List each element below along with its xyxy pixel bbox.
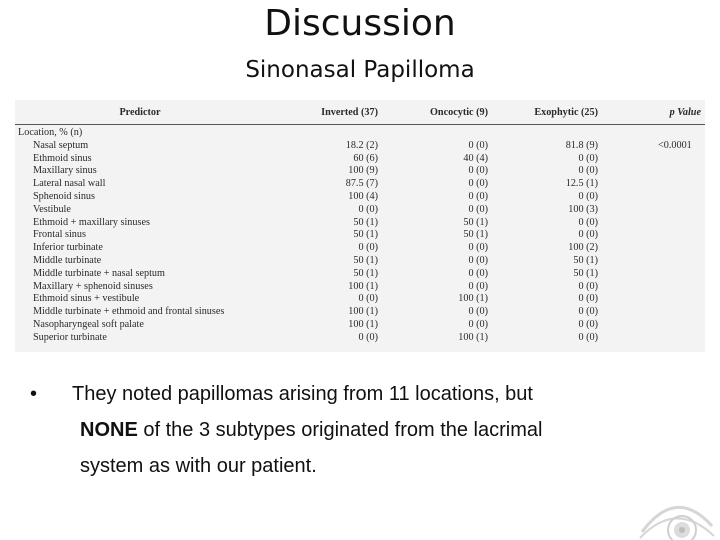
cell-oncocytic: 0 (0): [468, 165, 488, 177]
cell-p-value: [598, 229, 705, 242]
slide-subtitle: Sinonasal Papilloma: [245, 57, 475, 83]
bullet-emphasis: NONE: [80, 419, 138, 441]
cell-exophytic: 50 (1): [573, 254, 598, 266]
table-row: [15, 319, 705, 332]
cell-inverted: 50 (1): [353, 229, 378, 241]
cell-p-value: [598, 165, 705, 178]
cell-p-value: [598, 191, 705, 204]
table-row: [15, 153, 705, 166]
cell-predictor: Ethmoid + maxillary sinuses: [33, 216, 150, 228]
slide-title: Discussion: [264, 3, 456, 44]
table-row: [15, 204, 705, 217]
cell-p-value: [598, 178, 705, 191]
cell-oncocytic: 50 (1): [463, 216, 488, 228]
cell-p-value: [598, 332, 705, 345]
bullet-dot: •: [30, 383, 38, 405]
table-row: [15, 229, 705, 242]
cell-predictor: Nasal septum: [33, 139, 89, 151]
cell-exophytic: 0 (0): [578, 229, 598, 241]
cell-exophytic: 0 (0): [578, 216, 598, 228]
cell-inverted: 100 (1): [348, 306, 378, 318]
cell-exophytic: 0 (0): [578, 318, 598, 330]
header-predictor: Predictor: [15, 100, 265, 125]
cell-p-value: [598, 293, 705, 306]
cell-predictor: Superior turbinate: [33, 331, 107, 343]
cell-inverted: 100 (4): [348, 190, 378, 202]
cell-p-value: <0.0001: [658, 139, 692, 151]
header-exophytic: Exophytic (25): [488, 100, 598, 125]
table-row: [15, 293, 705, 306]
cell-predictor: Sphenoid sinus: [33, 190, 95, 202]
cell-inverted: 100 (9): [348, 165, 378, 177]
cell-p-value: [598, 204, 705, 217]
cell-oncocytic: 100 (1): [458, 293, 488, 305]
cell-oncocytic: 0 (0): [468, 203, 488, 215]
bullet-line-1: [30, 376, 670, 412]
table-row: [15, 242, 705, 255]
cell-p-value: [598, 319, 705, 332]
bullet-line-2: [30, 412, 670, 448]
cell-oncocytic: 0 (0): [468, 280, 488, 292]
table-row: [15, 268, 705, 281]
table-header-row: [15, 100, 705, 125]
cell-oncocytic: 0 (0): [468, 242, 488, 254]
cell-exophytic: 0 (0): [578, 306, 598, 318]
bullet-line-2-text: of the 3 subtypes originated from the lacrimal: [137, 419, 543, 441]
cell-exophytic: 50 (1): [573, 267, 598, 279]
cell-predictor: Lateral nasal wall: [33, 178, 106, 190]
cell-inverted: 60 (6): [353, 152, 378, 164]
table-row: [15, 332, 705, 345]
header-p-value: p Value: [598, 100, 705, 125]
cell-p-value: [598, 268, 705, 281]
cell-exophytic: 0 (0): [578, 280, 598, 292]
location-table: [15, 100, 705, 345]
cell-predictor: Middle turbinate + nasal septum: [33, 267, 165, 279]
cell-predictor: Maxillary + sphenoid sinuses: [33, 280, 153, 292]
cell-oncocytic: 0 (0): [468, 254, 488, 266]
bullet-line-1-text: They noted papillomas arising from 11 locations, but: [72, 383, 533, 405]
table-row: [15, 178, 705, 191]
table-row: [15, 165, 705, 178]
table-image: [15, 100, 705, 352]
cell-inverted: 100 (1): [348, 318, 378, 330]
cell-exophytic: 0 (0): [578, 293, 598, 305]
cell-inverted: 50 (1): [353, 216, 378, 228]
cell-inverted: 0 (0): [358, 293, 378, 305]
cell-exophytic: 0 (0): [578, 152, 598, 164]
header-oncocytic: Oncocytic (9): [378, 100, 488, 125]
cell-oncocytic: 0 (0): [468, 178, 488, 190]
cell-oncocytic: 0 (0): [468, 318, 488, 330]
cell-exophytic: 0 (0): [578, 165, 598, 177]
cell-exophytic: 12.5 (1): [565, 178, 598, 190]
cell-exophytic: 0 (0): [578, 331, 598, 343]
header-inverted: Inverted (37): [265, 100, 378, 125]
table-row: [15, 217, 705, 230]
cell-predictor: Inferior turbinate: [33, 242, 103, 254]
cell-predictor: Vestibule: [33, 203, 71, 215]
cell-predictor: Frontal sinus: [33, 229, 86, 241]
bullet-point: [30, 376, 670, 484]
cell-oncocytic: 100 (1): [458, 331, 488, 343]
cell-exophytic: 100 (3): [568, 203, 598, 215]
cell-predictor: Nasopharyngeal soft palate: [33, 318, 144, 330]
cell-exophytic: 100 (2): [568, 242, 598, 254]
cell-oncocytic: 0 (0): [468, 139, 488, 151]
cell-predictor: Middle turbinate + ethmoid and frontal sinuses: [33, 306, 225, 318]
cell-predictor: Maxillary sinus: [33, 165, 97, 177]
bullet-line-3: system as with our patient.: [80, 455, 317, 477]
cell-inverted: 0 (0): [358, 242, 378, 254]
cell-oncocytic: 0 (0): [468, 306, 488, 318]
cell-predictor: Middle turbinate: [33, 254, 102, 266]
cell-oncocytic: 0 (0): [468, 190, 488, 202]
table-row: [15, 140, 705, 153]
cell-p-value: [598, 242, 705, 255]
group-label: Location, % (n): [18, 127, 83, 138]
cell-predictor: Ethmoid sinus: [33, 152, 92, 164]
cell-oncocytic: 50 (1): [463, 229, 488, 241]
cell-inverted: 50 (1): [353, 254, 378, 266]
cell-oncocytic: 0 (0): [468, 267, 488, 279]
table-row: [15, 191, 705, 204]
table-row: [15, 281, 705, 294]
cell-inverted: 50 (1): [353, 267, 378, 279]
table-row: [15, 255, 705, 268]
cell-inverted: 0 (0): [358, 331, 378, 343]
cell-p-value: [598, 306, 705, 319]
table-row: [15, 306, 705, 319]
cell-inverted: 0 (0): [358, 203, 378, 215]
cell-inverted: 18.2 (2): [345, 139, 378, 151]
table-group-row: [15, 125, 705, 140]
cell-p-value: [598, 281, 705, 294]
eye-logo-icon: [636, 492, 716, 540]
cell-p-value: [598, 153, 705, 166]
cell-p-value: [598, 217, 705, 230]
cell-oncocytic: 40 (4): [463, 152, 488, 164]
cell-p-value: [598, 255, 705, 268]
cell-predictor: Ethmoid sinus + vestibule: [33, 293, 140, 305]
cell-inverted: 87.5 (7): [345, 178, 378, 190]
cell-exophytic: 81.8 (9): [565, 139, 598, 151]
cell-exophytic: 0 (0): [578, 190, 598, 202]
cell-inverted: 100 (1): [348, 280, 378, 292]
